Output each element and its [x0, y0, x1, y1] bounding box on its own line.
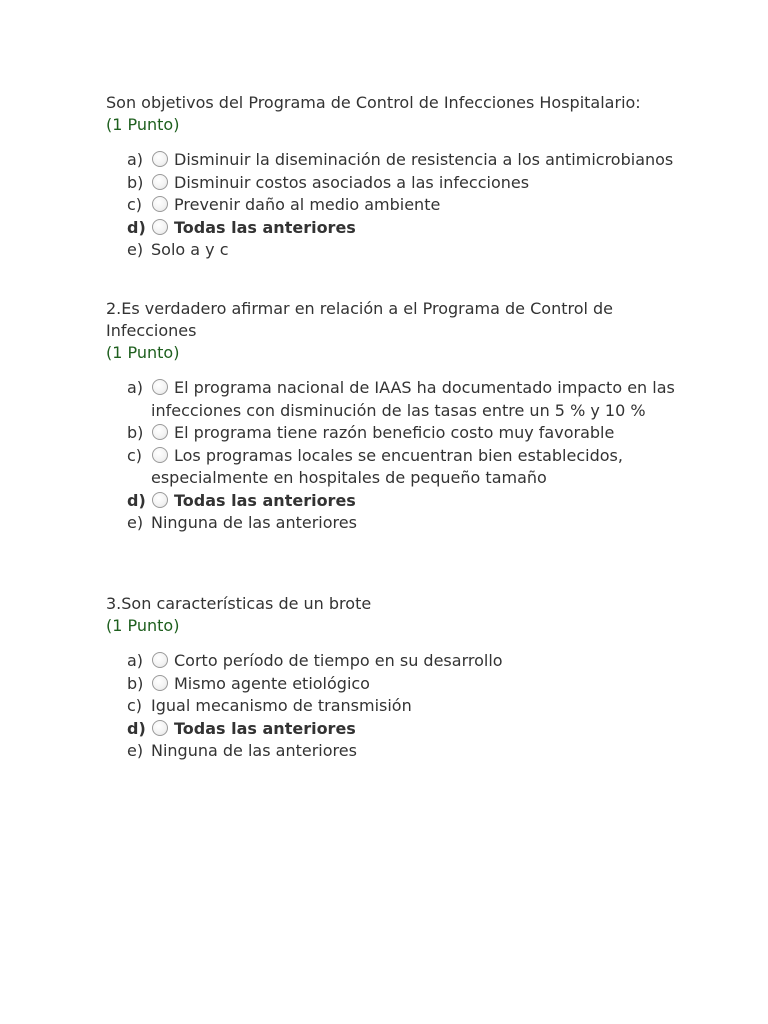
option-letter: a): [127, 378, 144, 397]
question-text: Son objetivos del Programa de Control de Infecciones Hospitalario:: [106, 93, 641, 112]
option-letter: d): [127, 718, 146, 738]
option-label: [151, 445, 706, 490]
option-letter: b): [127, 423, 144, 442]
option-e: [127, 740, 706, 763]
option-e: [127, 239, 706, 262]
option-label: Disminuir costos asociados a las infecciones: [174, 172, 530, 192]
question-text: 3.Son características de un brote: [106, 594, 372, 613]
option-letter: b): [127, 172, 144, 192]
question-2: [106, 298, 706, 535]
radio-icon[interactable]: [152, 720, 168, 736]
option-letter: c): [127, 195, 143, 214]
option-letter: e): [127, 240, 144, 259]
radio-icon[interactable]: [152, 174, 168, 190]
option-c: [127, 695, 706, 718]
radio-icon[interactable]: [152, 151, 168, 167]
option-label: El programa tiene razón beneficio costo muy favorable: [174, 423, 615, 442]
radio-icon[interactable]: [152, 379, 168, 395]
option-label: Corto período de tiempo en su desarrollo: [174, 651, 503, 670]
option-d[interactable]: [127, 217, 706, 240]
option-label: [151, 377, 706, 422]
option-letter: e): [127, 741, 144, 760]
radio-icon[interactable]: [152, 447, 168, 463]
option-b[interactable]: [127, 422, 706, 445]
option-d[interactable]: [127, 718, 706, 741]
option-label-text: El programa nacional de IAAS ha documentado impacto en las infecciones con disminución de las tasas entre un 5 % y 10 %: [151, 378, 675, 420]
option-a[interactable]: [127, 377, 706, 422]
option-letter: c): [127, 445, 143, 465]
option-e: [127, 512, 706, 535]
option-c[interactable]: [127, 445, 706, 490]
radio-icon[interactable]: [152, 424, 168, 440]
option-c[interactable]: [127, 194, 706, 217]
option-b[interactable]: [127, 673, 706, 696]
option-label: Ninguna de las anteriores: [151, 513, 357, 532]
option-label: Todas las anteriores: [174, 490, 356, 510]
question-points: (1 Punto): [106, 343, 180, 362]
option-d[interactable]: [127, 490, 706, 513]
option-label: Igual mecanismo de transmisión: [151, 696, 412, 715]
radio-icon[interactable]: [152, 492, 168, 508]
option-label-text: Los programas locales se encuentran bien establecidos, especialmente en hospitales de pequeño tamaño: [151, 445, 623, 487]
radio-icon[interactable]: [152, 196, 168, 212]
radio-icon[interactable]: [152, 219, 168, 235]
option-letter: a): [127, 651, 144, 670]
option-letter: d): [127, 490, 146, 510]
option-label: Todas las anteriores: [174, 217, 356, 237]
option-letter: e): [127, 513, 144, 532]
options-list: [106, 149, 706, 262]
options-list: [106, 650, 706, 763]
question-1: [106, 92, 706, 262]
option-label: Solo a y c: [151, 240, 229, 259]
option-label: Mismo agente etiológico: [174, 673, 370, 693]
option-a[interactable]: [127, 650, 706, 673]
question-points: (1 Punto): [106, 616, 180, 635]
question-points: (1 Punto): [106, 115, 180, 134]
option-label: Prevenir daño al medio ambiente: [174, 195, 441, 214]
option-label: Ninguna de las anteriores: [151, 741, 357, 760]
option-letter: a): [127, 150, 144, 169]
radio-icon[interactable]: [152, 652, 168, 668]
option-b[interactable]: [127, 172, 706, 195]
option-letter: d): [127, 217, 146, 237]
radio-icon[interactable]: [152, 675, 168, 691]
question-text: 2.Es verdadero afirmar en relación a el Programa de Control de Infecciones: [106, 299, 614, 340]
question-3: [106, 593, 706, 763]
option-label: Todas las anteriores: [174, 718, 356, 738]
option-letter: c): [127, 696, 143, 715]
option-letter: b): [127, 673, 144, 693]
option-label: Disminuir la diseminación de resistencia a los antimicrobianos: [174, 150, 674, 169]
option-a[interactable]: [127, 149, 706, 172]
options-list: [106, 377, 706, 535]
